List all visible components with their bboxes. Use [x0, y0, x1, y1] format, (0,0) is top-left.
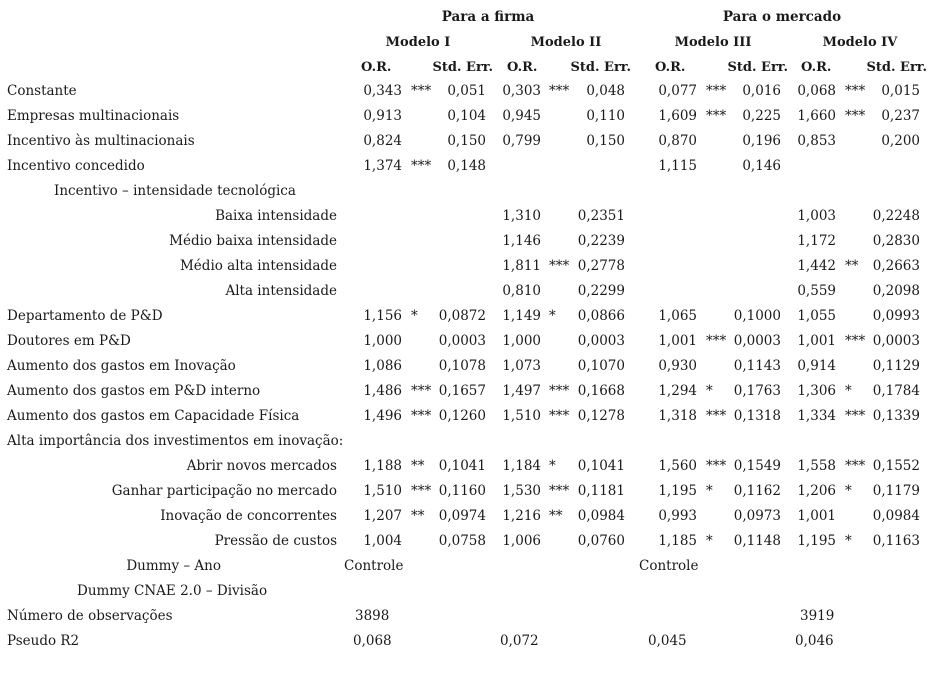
std-err-cell: 0,1181 [577, 483, 625, 499]
row-label: Pressão de custos [214, 533, 337, 549]
odds-ratio-cell: 1,001 [797, 508, 836, 524]
odds-ratio-cell: 1,184 [502, 458, 541, 474]
se-header-1: Std. Err. [432, 60, 493, 75]
significance-stars: ** [549, 508, 563, 524]
group-header-mercado: Para o mercado [722, 9, 842, 25]
std-err-cell: 0,1260 [438, 408, 486, 424]
std-err-cell: 0,1318 [733, 408, 781, 424]
std-err-cell: 0,0003 [872, 333, 920, 349]
pseudo-r2-1: 0,068 [353, 633, 392, 649]
std-err-cell: 0,2299 [577, 283, 625, 299]
significance-stars: * [706, 383, 713, 399]
row-label: Alta intensidade [225, 283, 337, 299]
std-err-cell: 0,2239 [577, 233, 625, 249]
significance-stars: *** [845, 333, 866, 349]
group-header-firma: Para a firma [441, 9, 535, 25]
odds-ratio-cell: 1,660 [797, 108, 836, 124]
dummy-cnae-label: Dummy CNAE 2.0 – Divisão [77, 583, 268, 599]
row-label: Aumento dos gastos em Inovação [7, 358, 236, 374]
odds-ratio-cell: 1,216 [502, 508, 541, 524]
odds-ratio-cell: 0,068 [797, 83, 836, 99]
or-header-2: O.R. [507, 60, 538, 75]
odds-ratio-cell: 1,195 [797, 533, 836, 549]
odds-ratio-cell: 1,146 [502, 233, 541, 249]
or-header-3: O.R. [655, 60, 686, 75]
pseudo-r2-3: 0,045 [648, 633, 687, 649]
row-label: Doutores em P&D [7, 333, 131, 349]
significance-stars: * [549, 308, 556, 324]
std-err-cell: 0,015 [881, 83, 920, 99]
pseudo-r2-4: 0,046 [795, 633, 834, 649]
std-err-cell: 0,1552 [872, 458, 920, 474]
odds-ratio-cell: 1,006 [502, 533, 541, 549]
odds-ratio-cell: 1,001 [658, 333, 697, 349]
std-err-cell: 0,0866 [577, 308, 625, 324]
odds-ratio-cell: 1,156 [363, 308, 402, 324]
odds-ratio-cell: 1,185 [658, 533, 697, 549]
odds-ratio-cell: 1,000 [363, 333, 402, 349]
obs-firma: 3898 [355, 608, 390, 624]
odds-ratio-cell: 1,000 [502, 333, 541, 349]
row-label: Empresas multinacionais [7, 108, 180, 124]
odds-ratio-cell: 1,195 [658, 483, 697, 499]
row-label: Ganhar participação no mercado [111, 483, 337, 499]
std-err-cell: 0,225 [742, 108, 781, 124]
model-header-1: Modelo I [385, 35, 451, 50]
std-err-cell: 0,1143 [733, 358, 781, 374]
std-err-cell: 0,0003 [733, 333, 781, 349]
std-err-cell: 0,237 [881, 108, 920, 124]
std-err-cell: 0,150 [586, 133, 625, 149]
std-err-cell: 0,048 [586, 83, 625, 99]
se-header-2: Std. Err. [570, 60, 631, 75]
std-err-cell: 0,2098 [872, 283, 920, 299]
std-err-cell: 0,110 [586, 108, 625, 124]
odds-ratio-cell: 1,172 [797, 233, 836, 249]
significance-stars: *** [706, 458, 727, 474]
model-header-4: Modelo IV [822, 35, 898, 50]
std-err-cell: 0,196 [742, 133, 781, 149]
odds-ratio-cell: 1,115 [658, 158, 697, 174]
std-err-cell: 0,0760 [577, 533, 625, 549]
std-err-cell: 0,0973 [733, 508, 781, 524]
row-label: Departamento de P&D [7, 308, 163, 324]
significance-stars: *** [411, 83, 432, 99]
odds-ratio-cell: 1,065 [658, 308, 697, 324]
significance-stars: ** [845, 258, 859, 274]
odds-ratio-cell: 1,003 [797, 208, 836, 224]
significance-stars: *** [845, 458, 866, 474]
odds-ratio-cell: 0,853 [797, 133, 836, 149]
significance-stars: *** [845, 83, 866, 99]
significance-stars: *** [411, 483, 432, 499]
se-header-4: Std. Err. [866, 60, 927, 75]
odds-ratio-cell: 0,343 [363, 83, 402, 99]
dummy-ano-label: Dummy – Ano [126, 558, 221, 574]
row-label: Alta importância dos investimentos em inovação: [7, 433, 344, 449]
std-err-cell: 0,1129 [872, 358, 920, 374]
std-err-cell: 0,2778 [577, 258, 625, 274]
significance-stars: *** [549, 408, 570, 424]
significance-stars: * [706, 533, 713, 549]
odds-ratio-cell: 0,914 [797, 358, 836, 374]
row-label: Aumento dos gastos em P&D interno [7, 383, 261, 399]
std-err-cell: 0,0993 [872, 308, 920, 324]
controle-mercado: Controle [639, 558, 699, 574]
or-header-4: O.R. [801, 60, 832, 75]
std-err-cell: 0,0872 [438, 308, 486, 324]
model-header-3: Modelo III [674, 35, 752, 50]
odds-ratio-cell: 1,310 [502, 208, 541, 224]
significance-stars: *** [549, 258, 570, 274]
pseudo-r2-label: Pseudo R2 [7, 633, 80, 649]
std-err-cell: 0,1041 [438, 458, 486, 474]
odds-ratio-cell: 1,207 [363, 508, 402, 524]
std-err-cell: 0,0984 [577, 508, 625, 524]
std-err-cell: 0,0003 [438, 333, 486, 349]
odds-ratio-cell: 0,945 [502, 108, 541, 124]
std-err-cell: 0,1339 [872, 408, 920, 424]
significance-stars: *** [411, 408, 432, 424]
std-err-cell: 0,1163 [872, 533, 920, 549]
odds-ratio-cell: 0,559 [797, 283, 836, 299]
odds-ratio-cell: 0,913 [363, 108, 402, 124]
odds-ratio-cell: 1,149 [502, 308, 541, 324]
std-err-cell: 0,150 [447, 133, 486, 149]
pseudo-r2-2: 0,072 [500, 633, 539, 649]
odds-ratio-cell: 0,870 [658, 133, 697, 149]
std-err-cell: 0,1070 [577, 358, 625, 374]
odds-ratio-cell: 1,334 [797, 408, 836, 424]
or-header-1: O.R. [361, 60, 392, 75]
odds-ratio-cell: 1,001 [797, 333, 836, 349]
odds-ratio-cell: 1,496 [363, 408, 402, 424]
row-label: Incentivo concedido [7, 158, 145, 174]
controle-firma: Controle [344, 558, 404, 574]
odds-ratio-cell: 1,374 [363, 158, 402, 174]
significance-stars: *** [411, 158, 432, 174]
std-err-cell: 0,1148 [733, 533, 781, 549]
row-label: Abrir novos mercados [186, 458, 337, 474]
obs-label: Número de observações [7, 608, 173, 624]
odds-ratio-cell: 0,824 [363, 133, 402, 149]
std-err-cell: 0,0974 [438, 508, 486, 524]
significance-stars: ** [411, 508, 425, 524]
std-err-cell: 0,1000 [733, 308, 781, 324]
std-err-cell: 0,1041 [577, 458, 625, 474]
odds-ratio-cell: 1,530 [502, 483, 541, 499]
odds-ratio-cell: 1,497 [502, 383, 541, 399]
odds-ratio-cell: 0,799 [502, 133, 541, 149]
significance-stars: * [411, 308, 418, 324]
std-err-cell: 0,1784 [872, 383, 920, 399]
odds-ratio-cell: 1,306 [797, 383, 836, 399]
significance-stars: * [706, 483, 713, 499]
std-err-cell: 0,1657 [438, 383, 486, 399]
significance-stars: *** [845, 108, 866, 124]
std-err-cell: 0,200 [881, 133, 920, 149]
odds-ratio-cell: 1,442 [797, 258, 836, 274]
odds-ratio-cell: 1,811 [502, 258, 541, 274]
significance-stars: *** [549, 483, 570, 499]
obs-mercado: 3919 [800, 608, 835, 624]
significance-stars: * [845, 533, 852, 549]
std-err-cell: 0,0003 [577, 333, 625, 349]
significance-stars: ** [411, 458, 425, 474]
odds-ratio-cell: 1,609 [658, 108, 697, 124]
std-err-cell: 0,1078 [438, 358, 486, 374]
std-err-cell: 0,1162 [733, 483, 781, 499]
odds-ratio-cell: 1,086 [363, 358, 402, 374]
std-err-cell: 0,016 [742, 83, 781, 99]
std-err-cell: 0,2248 [872, 208, 920, 224]
odds-ratio-cell: 0,810 [502, 283, 541, 299]
std-err-cell: 0,1549 [733, 458, 781, 474]
odds-ratio-cell: 1,055 [797, 308, 836, 324]
odds-ratio-cell: 1,073 [502, 358, 541, 374]
std-err-cell: 0,1179 [872, 483, 920, 499]
std-err-cell: 0,1278 [577, 408, 625, 424]
model-header-2: Modelo II [530, 35, 602, 50]
significance-stars: *** [549, 383, 570, 399]
row-label: Aumento dos gastos em Capacidade Física [7, 408, 300, 424]
row-label: Médio baixa intensidade [169, 233, 337, 249]
odds-ratio-cell: 1,486 [363, 383, 402, 399]
std-err-cell: 0,2351 [577, 208, 625, 224]
odds-ratio-cell: 1,294 [658, 383, 697, 399]
row-label: Inovação de concorrentes [160, 508, 337, 524]
significance-stars: *** [706, 83, 727, 99]
odds-ratio-cell: 1,558 [797, 458, 836, 474]
std-err-cell: 0,051 [447, 83, 486, 99]
std-err-cell: 0,148 [447, 158, 486, 174]
odds-ratio-cell: 0,303 [502, 83, 541, 99]
odds-ratio-cell: 1,318 [658, 408, 697, 424]
std-err-cell: 0,1668 [577, 383, 625, 399]
significance-stars: *** [706, 108, 727, 124]
std-err-cell: 0,104 [447, 108, 486, 124]
odds-ratio-cell: 1,004 [363, 533, 402, 549]
row-label: Baixa intensidade [215, 208, 337, 224]
odds-ratio-cell: 1,206 [797, 483, 836, 499]
significance-stars: *** [706, 408, 727, 424]
odds-ratio-cell: 1,188 [363, 458, 402, 474]
significance-stars: * [845, 483, 852, 499]
odds-ratio-cell: 1,510 [502, 408, 541, 424]
se-header-3: Std. Err. [727, 60, 788, 75]
significance-stars: *** [845, 408, 866, 424]
std-err-cell: 0,2830 [872, 233, 920, 249]
std-err-cell: 0,1160 [438, 483, 486, 499]
odds-ratio-cell: 1,560 [658, 458, 697, 474]
std-err-cell: 0,2663 [872, 258, 920, 274]
significance-stars: * [845, 383, 852, 399]
row-label: Incentivo – intensidade tecnológica [54, 183, 296, 199]
row-label: Constante [7, 83, 77, 99]
odds-ratio-cell: 0,993 [658, 508, 697, 524]
odds-ratio-cell: 1,510 [363, 483, 402, 499]
std-err-cell: 0,1763 [733, 383, 781, 399]
odds-ratio-cell: 0,077 [658, 83, 697, 99]
significance-stars: *** [411, 383, 432, 399]
std-err-cell: 0,0984 [872, 508, 920, 524]
row-label: Incentivo às multinacionais [7, 133, 195, 149]
std-err-cell: 0,0758 [438, 533, 486, 549]
std-err-cell: 0,146 [742, 158, 781, 174]
significance-stars: *** [706, 333, 727, 349]
significance-stars: *** [549, 83, 570, 99]
significance-stars: * [549, 458, 556, 474]
odds-ratio-cell: 0,930 [658, 358, 697, 374]
row-label: Médio alta intensidade [179, 258, 337, 274]
